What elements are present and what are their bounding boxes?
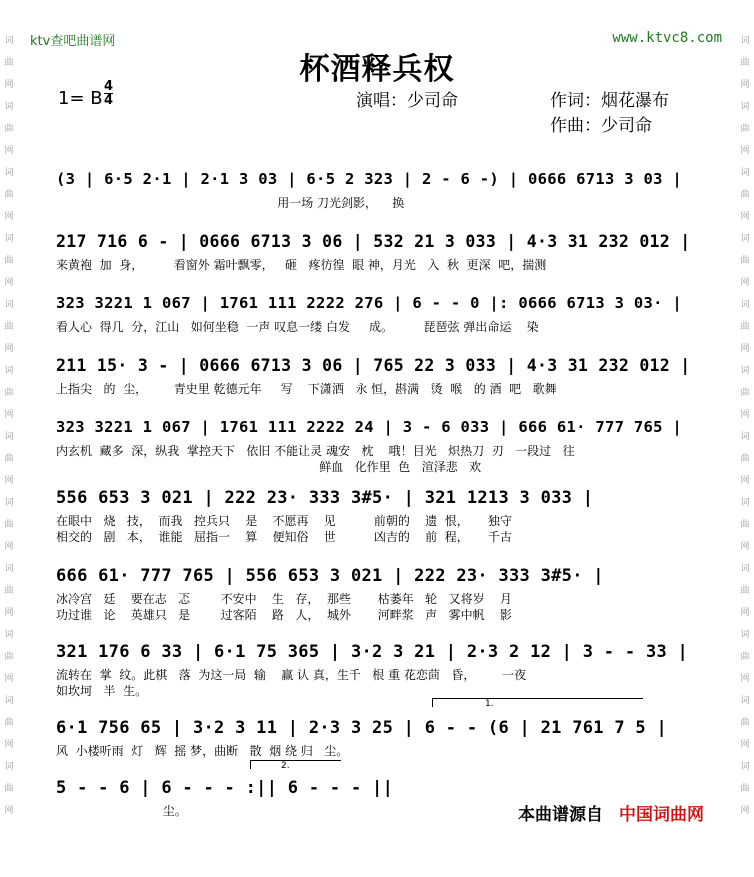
composer: 作曲：少司命 — [550, 116, 652, 136]
volta-2-bracket — [250, 760, 341, 769]
lyric-line: 相交的 剧 本， 谁能 屈指一 算 便知俗 世 凶吉的 前 程， 千古 — [56, 530, 512, 544]
side-watermark-left: 词曲网词曲网词曲网词曲网词曲网词曲网词曲网词曲网词曲网词曲网词曲网词曲网 — [4, 36, 14, 816]
note-line: 211 15· 3 - | 0666 6713 3 06 | 765 22 3 033 | 4·3 31 232 012 | — [56, 356, 691, 375]
lyric-line: 如坎坷 半 生。 — [56, 684, 148, 698]
footer-site-link[interactable]: 中国词曲网 — [619, 805, 704, 825]
note-line: 323 3221 1 067 | 1761 111 2222 276 | 6 - - 0 |: 0666 6713 3 03· | — [56, 294, 683, 312]
lyric-line: 看人心 得几 分，江山 如何坐稳 一声 叹息一缕 白发 成。 琵琶弦 弹出命运 染 — [56, 320, 539, 334]
volta-1-label: 1. — [485, 699, 494, 709]
song-title: 杯酒释兵权 — [299, 52, 455, 87]
lyric-line: 用一场 刀光剑影， 换 — [56, 196, 405, 210]
lyric-line: 功过谁 论 英雄只 是 过客陌 路 人， 城外 河畔浆 声 雾中帆 影 — [56, 608, 512, 622]
note-line: 5 - - 6 | 6 - - - :|| 6 - - - || — [56, 778, 394, 798]
lyric-line: 在眼中 烧 技， 而我 控兵只 是 不愿再 见 前朝的 遗 恨， 独守 — [56, 514, 512, 528]
volta-1-bracket — [432, 698, 643, 707]
note-line: 556 653 3 021 | 222 23· 333 3#5· | 321 1213 3 033 | — [56, 488, 594, 508]
lyric-line: 内玄机 藏多 深，纵我 掌控天下 依旧 不能让灵 魂安 枕 哦！目光 炽热刀 刃 一段过 往 — [56, 444, 575, 458]
footer — [518, 800, 704, 825]
lyric-line: 尘。 — [56, 804, 187, 818]
footer-source: 本曲谱源自 — [518, 805, 603, 825]
note-line: (3 | 6·5 2·1 | 2·1 3 03 | 6·5 2 323 | 2 - 6 -) | 0666 6713 3 03 | — [56, 170, 683, 188]
note-line: 6·1 756 65 | 3·2 3 11 | 2·3 3 25 | 6 - - (6 | 21 761 7 5 | — [56, 718, 668, 738]
watermark-left: ktv查吧曲谱网 — [30, 34, 116, 49]
volta-2-label: 2. — [281, 761, 290, 771]
time-signature — [104, 80, 113, 107]
key-signature: 1= B — [58, 88, 103, 109]
lyric-line: 流转在 掌 纹。此棋 落 为这一局 输 赢 认 真，生千 根 重 花恋茴 昏， 一夜 — [56, 668, 527, 682]
note-line: 321 176 6 33 | 6·1 75 365 | 3·2 3 21 | 2·3 2 12 | 3 - - 33 | — [56, 642, 689, 662]
lyric-line: 冰冷宫 廷 要在志 忑 不安中 生 存， 那些 枯萎年 轮 又将岁 月 — [56, 592, 512, 606]
time-sig-top: 4 — [104, 79, 114, 94]
note-line: 323 3221 1 067 | 1761 111 2222 24 | 3 - 6 033 | 666 61· 777 765 | — [56, 418, 683, 436]
singer: 演唱：少司命 — [356, 91, 458, 111]
watermark-right: www.ktvc8.com — [612, 30, 722, 46]
note-line: 666 61· 777 765 | 556 653 3 021 | 222 23· 333 3#5· | — [56, 566, 604, 586]
lyricist: 作词：烟花瀑布 — [550, 91, 669, 111]
lyric-line: 鲜血 化作里 色 渲泽悲 欢 — [56, 460, 482, 474]
side-watermark-right: 词曲网词曲网词曲网词曲网词曲网词曲网词曲网词曲网词曲网词曲网词曲网词曲网 — [740, 36, 750, 816]
lyric-line: 上指尖 的 尘， 青史里 乾德元年 写 下潇洒 永 恒，斟满 烫 喉 的 酒 吧 歌舞 — [56, 382, 557, 396]
lyric-line: 来黄袍 加 身， 看窗外 霜叶飘零， 砸 疼彷徨 眼 神，月光 入 秋 更深 吧，揣测 — [56, 258, 547, 272]
time-sig-bottom: 4 — [104, 93, 114, 108]
note-line: 217 716 6 - | 0666 6713 3 06 | 532 21 3 033 | 4·3 31 232 012 | — [56, 232, 691, 251]
lyric-line: 风 小楼听雨 灯 辉 摇 梦，曲断 散 烟 绕 归 尘。 — [56, 744, 349, 758]
